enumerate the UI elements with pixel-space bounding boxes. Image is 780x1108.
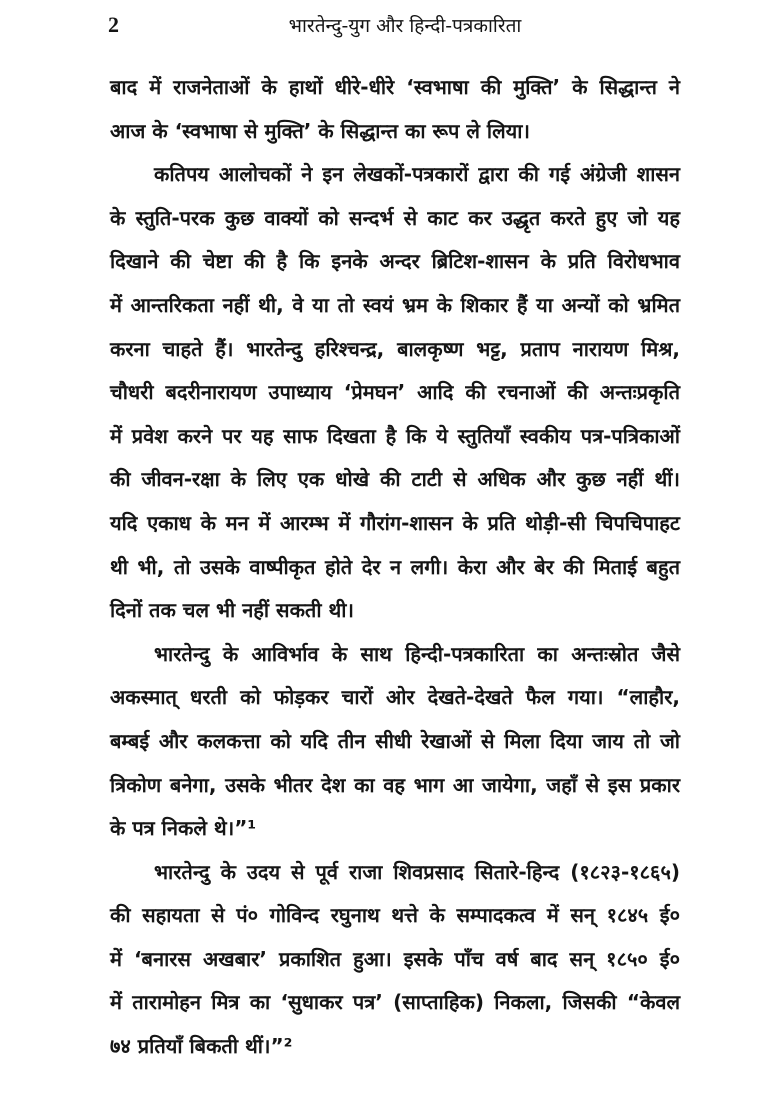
- text-line: अकस्मात् धरती को फोड़कर चारों ओर देखते-देखते फैल गया। “लाहौर,: [110, 685, 680, 710]
- text-line: में ‘बनारस अखबार’ प्रकाशित हुआ। इसके पाँच वर्ष बाद सन् १८५० ई०: [110, 946, 680, 971]
- text-line: में तारामोहन मित्र का ‘सुधाकर पत्र’ (साप्ताहिक) निकला, जिसकी “केवल: [110, 990, 680, 1015]
- text-line: भारतेन्दु के आविर्भाव के साथ हिन्दी-पत्रकारिता का अन्तःस्रोत जैसे: [154, 641, 680, 666]
- text-line: के पत्र निकले थे।”¹: [110, 816, 257, 841]
- text-line: बम्बई और कलकत्ता को यदि तीन सीधी रेखाओं से मिला दिया जाय तो जो: [110, 728, 680, 753]
- text-line: ७४ प्रतियाँ बिकती थीं।”²: [110, 1034, 293, 1059]
- text-line: भारतेन्दु के उदय से पूर्व राजा शिवप्रसाद सितारे-हिन्द (१८२३-१८६५): [154, 859, 680, 884]
- text-line: आज के ‘स्वभाषा से मुक्ति’ के सिद्धान्त का रूप ले लिया।: [110, 118, 531, 143]
- text-line: थी भी, तो उसके वाष्पीकृत होते देर न लगी। केरा और बेर की मिताई बहुत: [110, 554, 680, 579]
- text-line: में प्रवेश करने पर यह साफ दिखता है कि ये स्तुतियाँ स्वकीय पत्र-पत्रिकाओं: [110, 423, 680, 448]
- running-title: भारतेन्दु-युग और हिन्दी-पत्रकारिता: [288, 15, 522, 37]
- text-line: दिनों तक चल भी नहीं सकती थी।: [110, 598, 355, 623]
- text-line: कतिपय आलोचकों ने इन लेखकों-पत्रकारों द्वारा की गई अंग्रेजी शासन: [154, 162, 680, 187]
- text-line: त्रिकोण बनेगा, उसके भीतर देश का वह भाग आ जायेगा, जहाँ से इस प्रकार: [110, 772, 680, 797]
- text-line: दिखाने की चेष्टा की है कि इनके अन्दर ब्रिटिश-शासन के प्रति विरोधभाव: [110, 249, 680, 274]
- text-line: करना चाहते हैं। भारतेन्दु हरिश्चन्द्र, बालकृष्ण भट्ट, प्रताप नारायण मिश्र,: [110, 336, 680, 361]
- text-line: बाद में राजनेताओं के हाथों धीरे-धीरे ‘स्वभाषा की मुक्ति’ के सिद्धान्त ने: [110, 75, 680, 99]
- text-line: के स्तुति-परक कुछ वाक्यों को सन्दर्भ से काट कर उद्धृत करते हुए जो यह: [110, 205, 680, 230]
- text-line: की जीवन-रक्षा के लिए एक धोखे की टाटी से अधिक और कुछ नहीं थीं।: [110, 467, 680, 492]
- text-line: में आन्तरिकता नहीं थी, वे या तो स्वयं भ्रम के शिकार हैं या अन्यों को भ्रमित: [110, 292, 680, 317]
- page-body: [110, 66, 680, 1069]
- text-line: चौधरी बदरीनारायण उपाध्याय ‘प्रेमघन’ आदि की रचनाओं की अन्तःप्रकृति: [110, 380, 680, 405]
- text-line: यदि एकाध के मन में आरम्भ में गौरांग-शासन के प्रति थोड़ी-सी चिपचिपाहट: [110, 510, 680, 535]
- text-line: की सहायता से पं० गोविन्द रघुनाथ थत्ते के सम्पादकत्व में सन् १८४५ ई०: [110, 903, 680, 928]
- page-number: 2: [108, 12, 119, 37]
